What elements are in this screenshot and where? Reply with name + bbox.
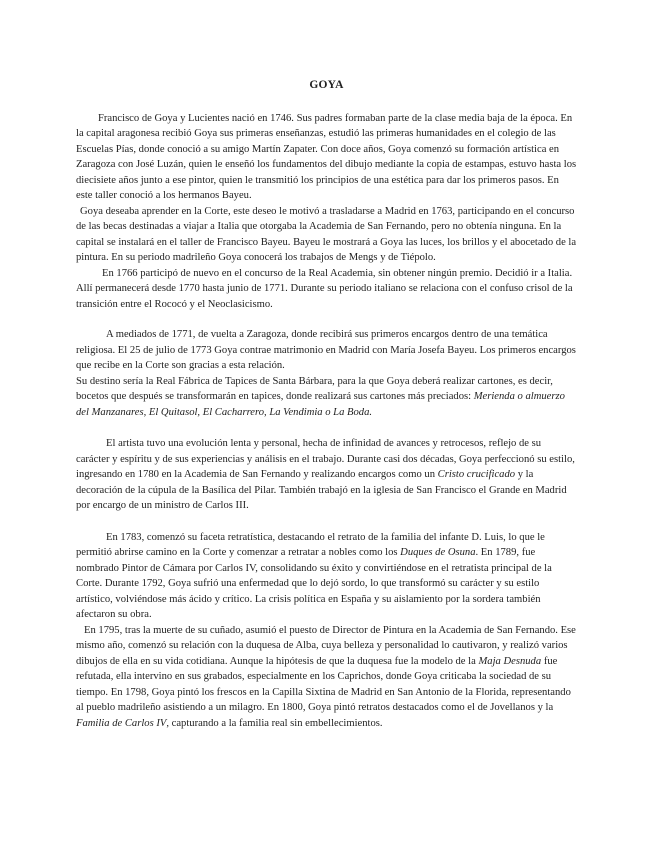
paragraph-spacer (76, 514, 577, 530)
work-title-maja: Maja Desnuda (478, 655, 542, 667)
page-title: GOYA (309, 79, 344, 91)
paragraph-portraits: En 1783, comenzó su faceta retratística, destacando el retrato de la familia del infante D. Luis, lo que le permitió abrirse camino en la Corte y comenzar a retratar a nobles como los Duques de Osuna. En 1789, fue nombrado Pintor de Cámara por Carlos IV, consolidando su éxito y convirtiéndose en el retratista principal de la Corte. Durante 1792, Goya sufrió una enfermedad que lo dejó sordo, lo que transformó su carácter y su estilo artístico, volviéndose más ácido y crítico. La crisis política en España y su aislamiento por la sordera también afectaron su obra. (76, 531, 552, 620)
paragraph-spacer (76, 420, 577, 436)
work-title-cristo: Cristo crucificado (437, 469, 516, 480)
paragraph-tapestries (76, 374, 577, 421)
tapestries-text: Su destino sería la Real Fábrica de Tapices de Santa Bárbara, para la que Goya deberá realizar cartones, es decir, bocetos que después se transformarán en tapices, donde realizará sus cartones más preciados: (76, 375, 553, 402)
paragraph-director: En 1795, tras la muerte de su cuñado, asumió el puesto de Director de Pintura en la Academia de San Fernando. Ese mismo año, comenzó su relación con la duquesa de Alba, cuya belleza y personalidad lo cautivaron, y realizó varios dibujos de ella en su vida cotidiana. Aunque la hipótesis de que la duquesa fue la modelo de la Maja Desnuda fue refutada, ella intervino en sus grabados, especialmente en los Caprichos, donde Goya criticaba la sociedad de su tiempo. En 1798, Goya pintó los frescos en la Capilla Sixtina de Madrid en San Antonio de la Florida, representando al pueblo madrileño asistiendo a un milagro. En 1800, Goya pintó retratos destacados como el de Jovellanos y la Familia de Carlos IV, capturando a la familia real sin embellecimientos. (76, 624, 576, 729)
paragraph-spacer (76, 312, 577, 327)
paragraph-italy: En 1766 participó de nuevo en el concurso de la Real Academia, sin obtener ningún premio. Decidió ir a Italia. Allí permanecerá desde 1770 hasta junio de 1771. Durante su periodo italiano se relaciona con el confuso crisol de la transición entre el Rococó y el Neoclasicismo. (76, 267, 573, 310)
work-title-osuna: Duques de Osuna (400, 547, 476, 558)
work-title-familia: Familia de Carlos IV (76, 717, 167, 729)
paragraph-birth: Francisco de Goya y Lucientes nació en 1746. Sus padres formaban parte de la clase media baja de la época. En la capital aragonesa recibió Goya sus primeras enseñanzas, estudió las primeras humanidades en el colegio de las Escuelas Pías, donde conoció a su amigo Martín Zapater. Con doce años, Goya comenzó su formación artística en Zaragoza con José Luzán, quien le enseñó los fundamentos del dibujo mediante la copia de estampas, estuvo hasta los diecisiete años junto a ese pintor, quien le transmitió los principios de una estética para dar los primeros pasos. En este taller conoció a los hermanos Bayeu. (76, 112, 577, 201)
tapestries-titles: Merienda o almuerzo del Manzanares, El Quitasol, El Cacharrero, La Vendimia o La Boda. (76, 391, 565, 418)
paragraph-zaragoza: A mediados de 1771, de vuelta a Zaragoza, donde recibirá sus primeros encargos dentro de una temática religiosa. El 25 de julio de 1773 Goya contrae matrimonio en Madrid con María Josefa Bayeu. Los primeros encargos que recibe en la Corte son gracias a esta relación. (76, 329, 576, 371)
paragraph-evolution: El artista tuvo una evolución lenta y personal, hecha de infinidad de avances y retrocesos, reflejo de su carácter y espíritu y de sus experiencias y análisis en el trabajo. Durante casi dos décadas, Goya perfeccionó su estilo, ingresando en 1780 en la Academia de San Fernando y realizando encargos como un Cristo crucificado y la decoración de la cúpula de la Basílica del Pilar. También trabajó en la iglesia de San Francisco el Grande en Madrid por encargo de un ministro de Carlos III. (76, 438, 575, 511)
paragraph-madrid: Goya deseaba aprender en la Corte, este deseo le motivó a trasladarse a Madrid en 1763, participando en el concurso de las becas destinadas a viajar a Italia que otorgaba la Academia de San Fernando, pero no obtenía ninguna. En la capital se instalará en el taller de Francisco Bayeu. Bayeu le mostrará a Goya las luces, los brillos y el abocetado de la pintura. En su periodo madrileño Goya conocerá los trabajos de Mengs y de Tiépolo. (76, 205, 577, 263)
